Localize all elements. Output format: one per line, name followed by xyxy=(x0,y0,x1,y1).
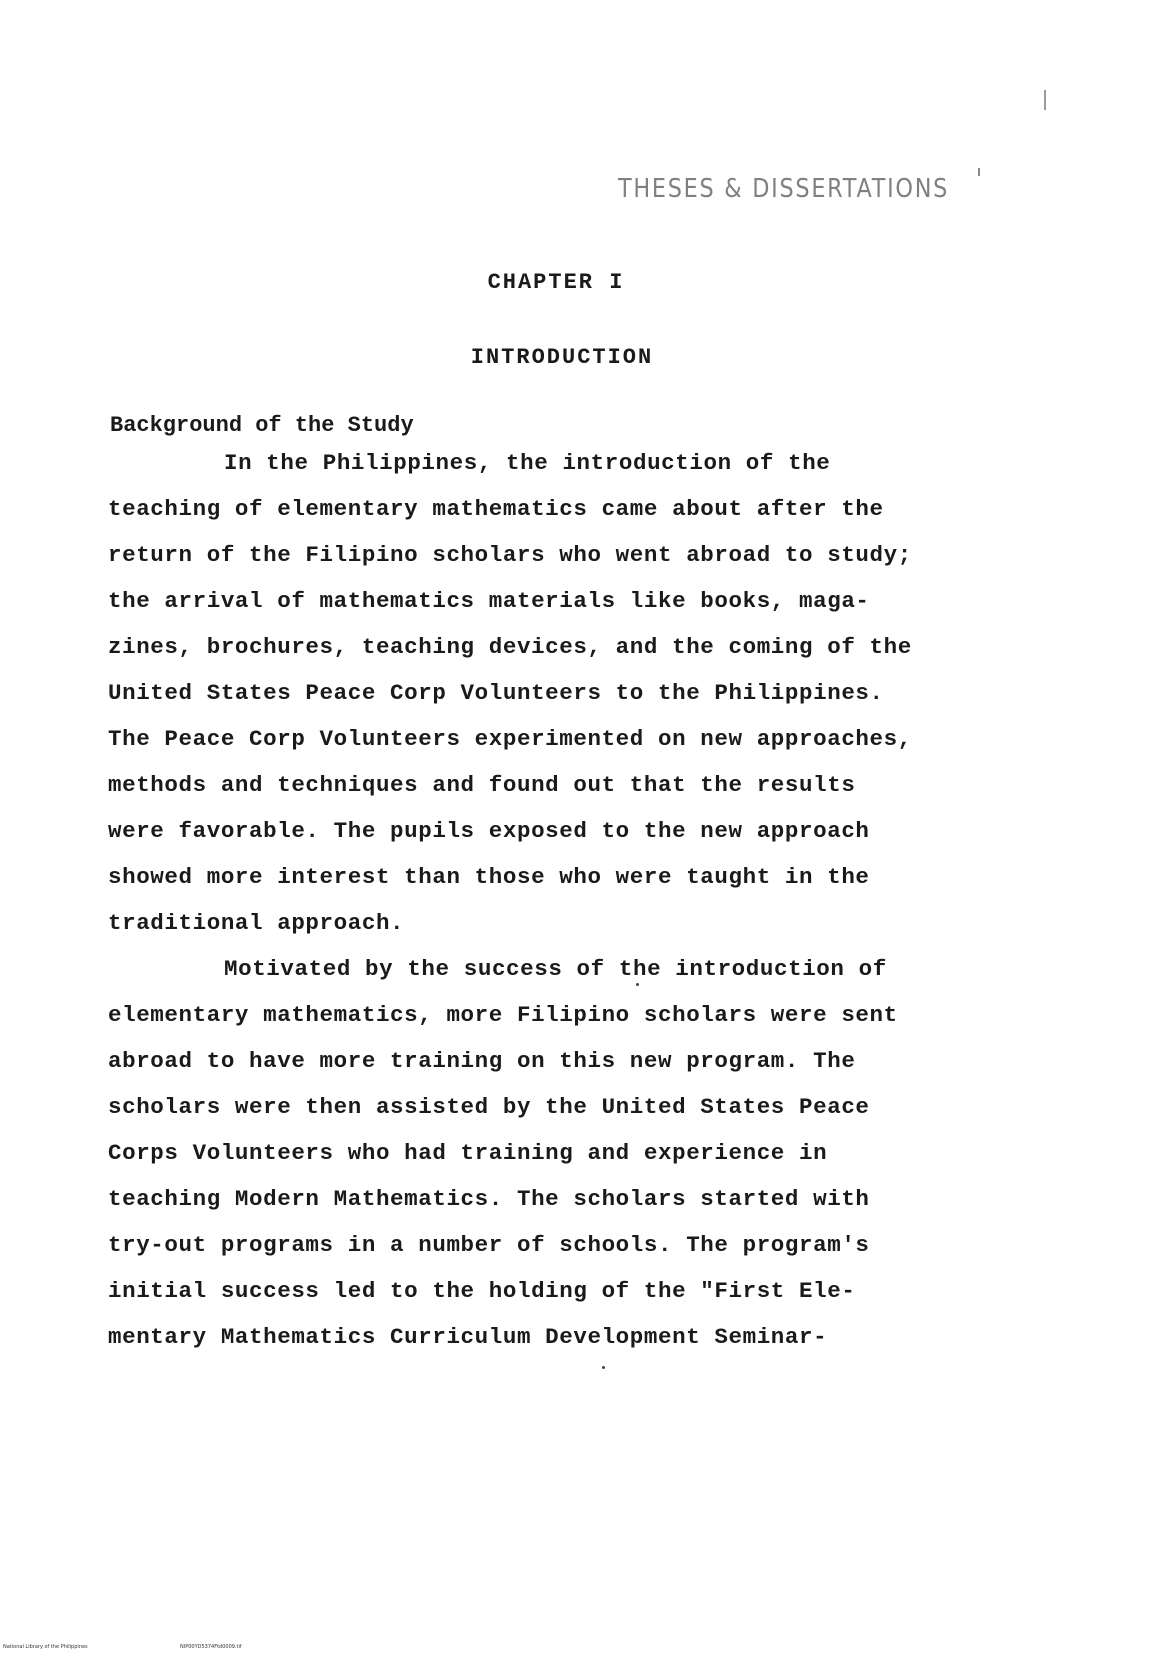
text-line: Motivated by the success of the introduction of xyxy=(224,956,887,982)
text-line: zines, brochures, teaching devices, and the coming of the xyxy=(108,634,912,660)
text-line: The Peace Corp Volunteers experimented on new approaches, xyxy=(108,726,912,752)
section-heading: Background of the Study xyxy=(110,413,414,438)
text-line: elementary mathematics, more Filipino scholars were sent xyxy=(108,1002,898,1028)
footer-library: National Library of the Philippines xyxy=(3,1644,88,1650)
theses-stamp: THESES & DISSERTATIONS xyxy=(618,174,950,204)
scan-mark xyxy=(978,168,980,176)
text-line: mentary Mathematics Curriculum Development Seminar- xyxy=(108,1324,828,1350)
text-line: methods and techniques and found out that the results xyxy=(108,772,856,798)
text-line: initial success led to the holding of the "First Ele- xyxy=(108,1278,856,1304)
text-line: the arrival of mathematics materials like books, maga- xyxy=(108,588,870,614)
scan-mark xyxy=(1044,90,1046,110)
text-line: In the Philippines, the introduction of the xyxy=(224,450,831,476)
chapter-heading: CHAPTER I xyxy=(487,270,625,295)
text-line: return of the Filipino scholars who went abroad to study; xyxy=(108,542,912,568)
text-line: showed more interest than those who were taught in the xyxy=(108,864,870,890)
footer-file-code: NIP00YD5374Ftd0009.tif xyxy=(180,1644,242,1650)
text-line: try-out programs in a number of schools. The program's xyxy=(108,1232,870,1258)
text-line: scholars were then assisted by the United States Peace xyxy=(108,1094,870,1120)
text-line: were favorable. The pupils exposed to the new approach xyxy=(108,818,870,844)
text-line: teaching Modern Mathematics. The scholars started with xyxy=(108,1186,870,1212)
text-line: traditional approach. xyxy=(108,910,405,936)
text-line: United States Peace Corp Volunteers to the Philippines. xyxy=(108,680,884,706)
text-line: Corps Volunteers who had training and experience in xyxy=(108,1140,828,1166)
text-line: abroad to have more training on this new program. The xyxy=(108,1048,856,1074)
scan-speck xyxy=(602,1366,605,1369)
chapter-title: INTRODUCTION xyxy=(470,345,654,370)
text-line: teaching of elementary mathematics came about after the xyxy=(108,496,884,522)
